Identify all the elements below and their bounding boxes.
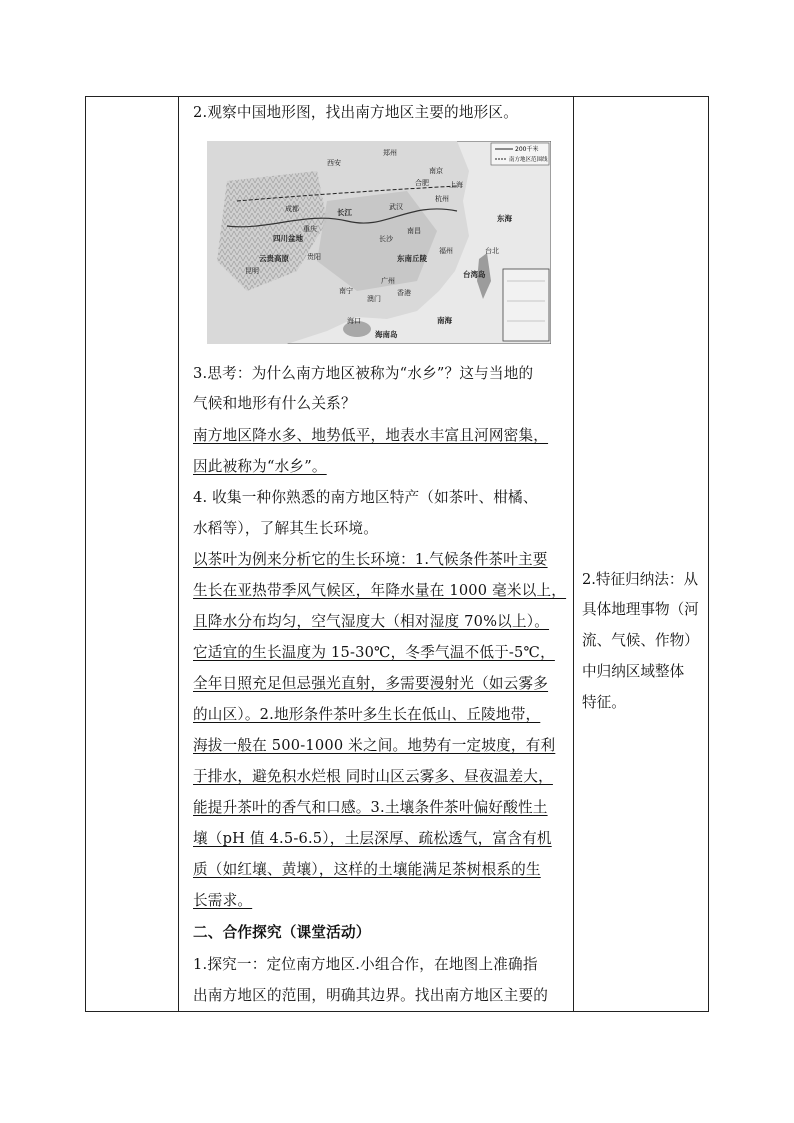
column-divider-left (178, 97, 179, 1011)
answer-3-line-2: 因此被称为“水乡”。 (193, 458, 327, 475)
map-feature: 台湾岛 (463, 270, 486, 279)
method-line: 具体地理事物（河 (582, 601, 699, 618)
map-city: 南京 (429, 167, 443, 175)
map-feature: 四川盆地 (273, 234, 303, 243)
answer-4-line: 海拔一般在 500-1000 米之间。地势有一定坡度，有利 (193, 737, 556, 754)
map-city: 昆明 (245, 267, 259, 275)
question-3-line-1: 3.思考：为什么南方地区被称为“水乡”？这与当地的 (193, 365, 534, 382)
method-line: 中归纳区域整体 (582, 663, 685, 680)
map-legend-label: 南方地区范围线 (509, 157, 548, 163)
china-terrain-map (207, 141, 551, 344)
map-city: 海口 (347, 317, 361, 325)
method-column (574, 97, 710, 1011)
map-city: 武汉 (389, 203, 403, 211)
map-city: 广州 (381, 277, 395, 285)
method-line: 2.特征归纳法：从 (582, 571, 699, 588)
answer-4-line: 长需求。 (193, 892, 253, 909)
map-city: 贵阳 (307, 253, 321, 261)
method-line: 特征。 (582, 694, 626, 711)
answer-4-line: 生长在亚热带季风气候区，年降水量在 1000 毫米以上， (193, 582, 567, 599)
map-city: 香港 (397, 289, 411, 297)
answer-4-line: 全年日照充足但忌强光直射，多需要漫射光（如云雾多 (193, 675, 549, 692)
map-city: 郑州 (383, 149, 397, 157)
map-city: 南宁 (339, 287, 353, 295)
lesson-table (85, 96, 709, 1012)
activity-1-line-2: 出南方地区的范围，明确其边界。找出南方地区主要的 (193, 987, 549, 1004)
activity-1-line-1: 1.探究一：定位南方地区.小组合作，在地图上准确指 (193, 956, 538, 973)
answer-4-line: 壤（pH 值 4.5-6.5），土层深厚、疏松透气，富含有机 (193, 830, 552, 847)
question-3-line-2: 气候和地形有什么关系？ (193, 395, 356, 412)
method-line: 流、气候、作物） (582, 632, 699, 649)
map-scale-label: 200千米 (515, 146, 539, 153)
map-city: 上海 (449, 181, 463, 189)
question-4-line-1: 4. 收集一种你熟悉的南方地区特产（如茶叶、柑橘、 (193, 489, 538, 506)
map-city: 西安 (327, 159, 341, 167)
answer-4-line: 质（如红壤、黄壤），这样的土壤能满足茶树根系的生 (193, 861, 541, 878)
map-feature: 东南丘陵 (397, 254, 427, 263)
answer-4-line: 的山区）。2.地形条件茶叶多生长在低山、丘陵地带， (193, 706, 541, 723)
map-city: 福州 (439, 247, 453, 255)
question-4-line-2: 水稻等），了解其生长环境。 (193, 520, 379, 537)
map-feature: 云贵高原 (259, 254, 289, 263)
map-city: 澳门 (367, 295, 381, 303)
map-city: 杭州 (435, 195, 449, 203)
answer-3-line-1: 南方地区降水多、地势低平，地表水丰富且河网密集， (193, 427, 549, 444)
map-feature: 南海 (437, 316, 452, 325)
answer-4-line: 且降水分布均匀，空气湿度大（相对湿度 70%以上）。 (193, 613, 550, 630)
map-city: 合肥 (415, 179, 429, 187)
map-city: 重庆 (303, 225, 317, 233)
answer-4-line: 能提升茶叶的香气和口感。3.土壤条件茶叶偏好酸性土 (193, 799, 548, 816)
answer-4-line: 以茶叶为例来分析它的生长环境：1.气候条件茶叶主要 (193, 551, 548, 568)
map-city: 成都 (285, 205, 299, 213)
answer-4-line: 于排水，避免积水烂根 同时山区云雾多、昼夜温差大， (193, 768, 553, 785)
answer-4-line: 它适宜的生长温度为 15-30℃，冬季气温不低于-5℃， (193, 644, 555, 661)
map-city: 台北 (485, 247, 499, 255)
map-feature: 海南岛 (375, 330, 398, 339)
map-feature: 东海 (497, 214, 512, 223)
section-heading: 二、合作探究（课堂活动） (193, 924, 371, 941)
map-city: 南昌 (407, 227, 421, 235)
content-column (185, 97, 573, 1011)
map-feature: 长江 (337, 208, 352, 217)
map-city: 长沙 (379, 235, 393, 243)
question-2: 2.观察中国地形图，找出南方地区主要的地形区。 (193, 104, 518, 121)
